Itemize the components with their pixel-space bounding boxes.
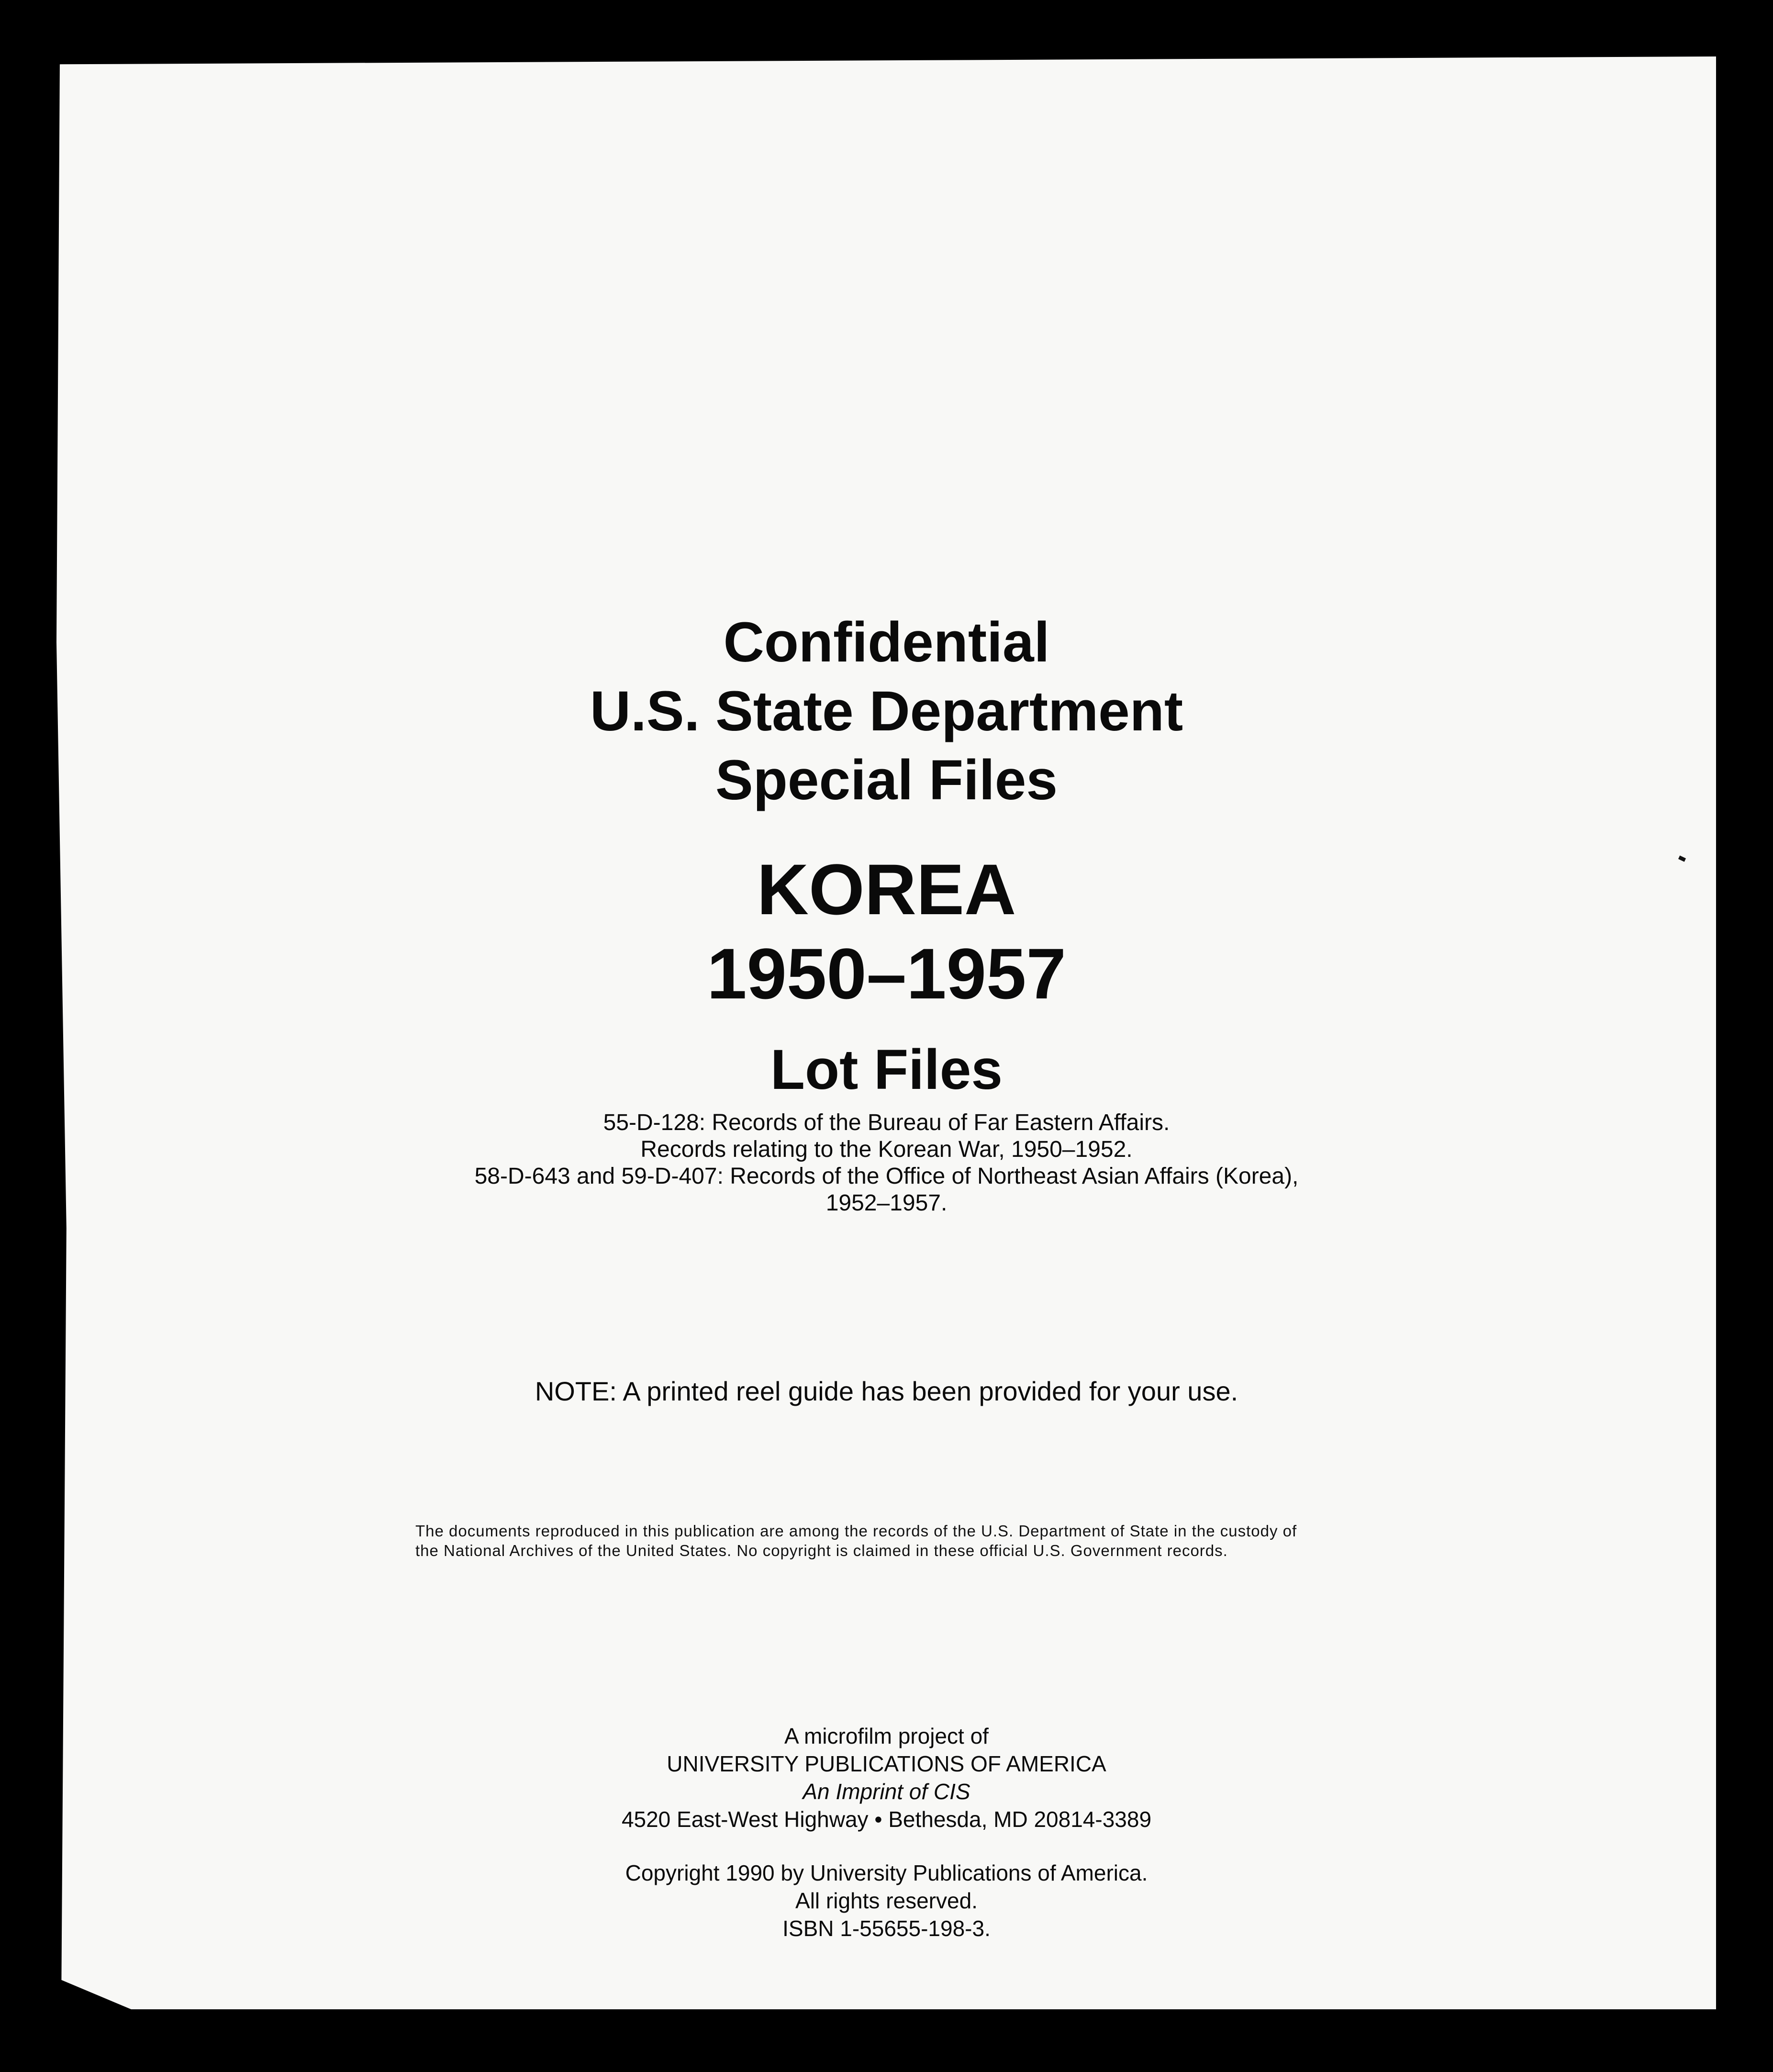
title-line-2: U.S. State Department — [590, 680, 1183, 743]
lot-file-line: 55-D-128: Records of the Bureau of Far Eastern Affairs. — [603, 1110, 1170, 1135]
subject-years: 1950–1957 — [707, 933, 1066, 1014]
lot-file-line: 1952–1957. — [825, 1190, 948, 1216]
isbn-line: ISBN 1-55655-198-3. — [782, 1916, 991, 1941]
lot-files-list — [0, 1109, 1773, 1217]
publisher-name: UNIVERSITY PUBLICATIONS OF AMERICA — [667, 1751, 1106, 1776]
document-title — [0, 608, 1773, 815]
lot-file-line: 58-D-643 and 59-D-407: Records of the Office of Northeast Asian Affairs (Korea), — [474, 1164, 1299, 1189]
publisher-imprint: An Imprint of CIS — [803, 1779, 970, 1804]
lot-files-heading: Lot Files — [770, 1038, 1003, 1101]
publisher-intro: A microfilm project of — [784, 1724, 989, 1748]
copyright-line: Copyright 1990 by University Publications of America. — [625, 1860, 1148, 1885]
copyright-block — [0, 1859, 1773, 1942]
publisher-block — [0, 1722, 1773, 1833]
subject-name: KOREA — [757, 849, 1016, 930]
publisher-address: 4520 East-West Highway • Bethesda, MD 20814-3389 — [621, 1807, 1152, 1832]
lot-file-line: Records relating to the Korean War, 1950–1952. — [640, 1137, 1133, 1162]
document-page — [56, 56, 1716, 2009]
subject-heading — [0, 847, 1773, 1016]
copyright-disclaimer: The documents reproduced in this publication are among the records of the U.S. Department of State in the custody of the National Archives of the United States. No copyright is claimed in these official U.S. Government records. — [415, 1522, 1297, 1559]
rights-line: All rights reserved. — [795, 1888, 978, 1913]
title-line-3: Special Files — [715, 749, 1058, 812]
reel-guide-note: NOTE: A printed reel guide has been provided for your use. — [535, 1376, 1238, 1406]
title-line-1: Confidential — [723, 611, 1050, 674]
